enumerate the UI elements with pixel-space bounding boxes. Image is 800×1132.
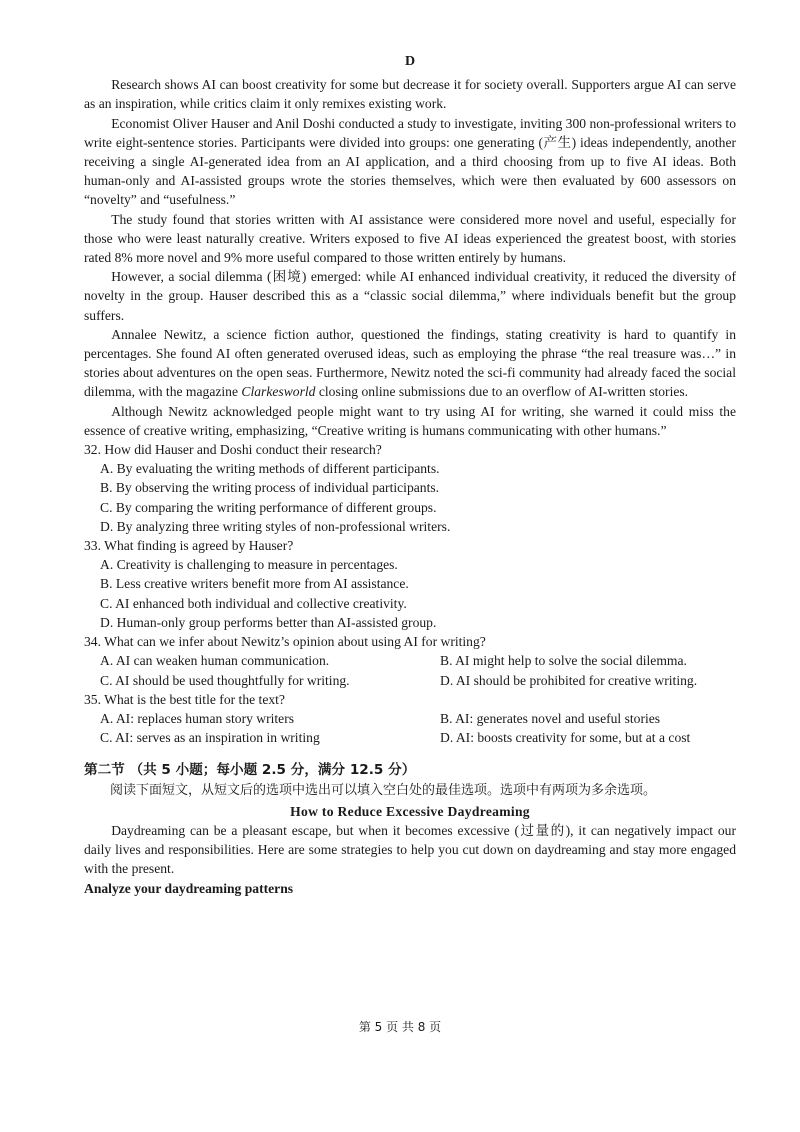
paragraph-6: Although Newitz acknowledged people might want to try using AI for writing, she warned it could miss the essence of creative writing, emphasizing, “Creative writing is humans communicating with other humans.” [84, 403, 736, 438]
question-35-option-d: D. AI: boosts creativity for some, but at a cost [440, 730, 691, 746]
article-intro: Daydreaming can be a pleasant escape, but when it becomes excessive (过量的), it can negatively impact our daily lives and responsibilities. Here are some strategies to help you cut down on daydreaming and stay more engaged with the present. [84, 822, 736, 877]
question-34-option-c: C. AI should be used thoughtfully for writing. [100, 672, 350, 688]
question-33-option-b: B. Less creative writers benefit more from AI assistance. [100, 576, 409, 592]
question-35-options [100, 709, 736, 747]
question-32-option-b: B. By observing the writing process of individual participants. [100, 480, 440, 496]
question-35-option-c: C. AI: serves as an inspiration in writing [100, 730, 320, 746]
question-35-stem: 35. What is the best title for the text? [84, 691, 285, 707]
paragraph-4: However, a social dilemma (困境) emerged: while AI enhanced individual creativity, it reduced the diversity of novelty in the group. Hauser described this as a “classic social dilemma,” where individuals benefit but the group suffers. [84, 269, 736, 323]
question-33-option-d: D. Human-only group performs better than AI-assisted group. [100, 614, 437, 630]
page-footer: 第 5 页 共 8 页 [358, 1020, 442, 1034]
article-subhead: Analyze your daydreaming patterns [84, 880, 294, 896]
question-33-stem: 33. What finding is agreed by Hauser? [84, 538, 294, 554]
question-32-option-d: D. By analyzing three writing styles of non-professional writers. [100, 518, 451, 534]
paragraph-2: Economist Oliver Hauser and Anil Doshi conducted a study to investigate, inviting 300 non-professional writers to write eight-sentence stories. Participants were divided into groups: one generating (产生) ideas independently, another receiving a single AI-generated idea from an AI application, and a third choosing from up to five AI ideas. Both human-only and AI-assisted groups wrote the stories themselves, which were then evaluated by 600 assessors on “novelty” and “usefulness.” [84, 115, 736, 208]
question-35-option-a: A. AI: replaces human story writers [100, 710, 295, 726]
magazine-name: Clarkesworld [241, 384, 316, 400]
question-35-option-b: B. AI: generates novel and useful stories [440, 710, 661, 726]
question-34-options [100, 651, 736, 689]
paragraph-3: The study found that stories written with AI assistance were considered more novel and useful, especially for those who were least naturally creative. Writers exposed to five AI ideas experienced the greatest boost, with stories rated 8% more novel and 9% more useful compared to those written entirely by humans. [84, 211, 736, 266]
question-32-option-a: A. By evaluating the writing methods of different participants. [100, 461, 440, 477]
question-34-stem: 34. What can we infer about Newitz’s opinion about using AI for writing? [84, 634, 486, 650]
paragraph-5-text-a: Annalee Newitz, a science fiction author, questioned the findings, stating creativity is hard to quantify in percentages. She found AI often generated overused ideas, such as employing the phrase “the real treasure was…” in stories about adventures on the open seas. Furthermore, Newitz noted the sci-fi community had already faced the social dilemma, with the magazine [84, 326, 736, 400]
section-2-instruction: 阅读下面短文，从短文后的选项中选出可以填入空白处的最佳选项。选项中有两项为多余选项。 [110, 782, 657, 798]
section-2-title: 第二节 （共 5 小题；每小题 2.5 分，满分 12.5 分） [84, 762, 416, 779]
paragraph-5 [84, 325, 736, 402]
article-title: How to Reduce Excessive Daydreaming [290, 803, 530, 819]
question-32-option-c: C. By comparing the writing performance of different groups. [100, 499, 437, 515]
question-34-option-b: B. AI might help to solve the social dilemma. [440, 653, 687, 669]
exam-page [84, 52, 736, 898]
section-letter: D [404, 54, 416, 69]
paragraph-5-text-b: closing online submissions due to an overflow of AI-written stories. [315, 384, 689, 400]
question-34-option-d: D. AI should be prohibited for creative writing. [440, 672, 698, 688]
paragraph-1: Research shows AI can boost creativity for some but decrease it for society overall. Supporters argue AI can serve as an inspiration, while critics claim it only remixes existing work. [84, 77, 736, 112]
question-34-option-a: A. AI can weaken human communication. [100, 653, 330, 669]
question-33-option-c: C. AI enhanced both individual and collective creativity. [100, 595, 407, 611]
question-32-stem: 32. How did Hauser and Doshi conduct their research? [84, 442, 382, 458]
question-33-option-a: A. Creativity is challenging to measure in percentages. [100, 557, 398, 573]
